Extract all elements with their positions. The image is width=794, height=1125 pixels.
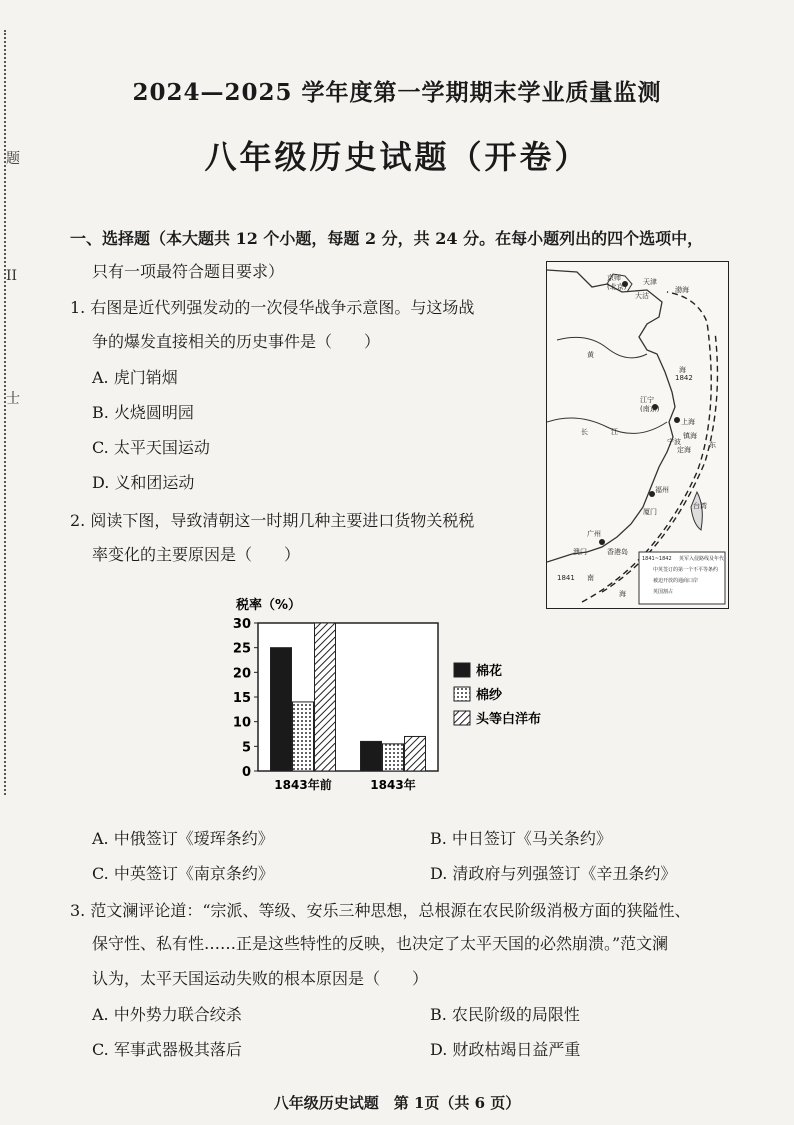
bar-头等白洋布	[315, 623, 336, 771]
exam-title: 2024—2025 学年度第一学期期末学业质量监测	[132, 79, 662, 106]
page-footer: 八年级历史试题 第 1页（共 6 页）	[273, 1094, 521, 1112]
q2-option-d[interactable]: D. 清政府与列强签订《辛丑条约》	[430, 864, 677, 883]
y-tick-label: 30	[232, 617, 251, 632]
y-tick-label: 20	[232, 666, 251, 682]
city-dot-shanghai	[674, 417, 680, 423]
q1-stem-line1: 1. 右图是近代列强发动的一次侵华战争示意图。与这场战	[70, 298, 475, 317]
section-heading-cont: 只有一项最符合题目要求）	[92, 262, 285, 281]
map-label: 长	[581, 428, 588, 436]
legend-label: 头等白洋布	[476, 712, 542, 727]
q2-stem-line1: 2. 阅读下图，导致清朝这一时期几种主要进口货物关税税	[70, 511, 475, 530]
q1-stem-line2: 争的爆发直接相关的历史事件是（ ）	[92, 332, 381, 351]
bar-头等白洋布	[405, 736, 426, 771]
map-label: 江	[611, 428, 618, 436]
city-dot-guangzhou	[599, 539, 605, 545]
map-label: 台湾	[693, 502, 707, 510]
exam-subtitle: 八年级历史试题（开卷）	[204, 138, 590, 176]
map-label: 1842	[675, 374, 693, 382]
q3-stem-line2: 保守性、私有性……正是这些特性的反映，也决定了太平天国的必然崩溃。”范文澜	[92, 934, 669, 953]
y-tick-label: 10	[232, 715, 251, 731]
yangtze-river	[547, 418, 667, 433]
bar-棉花	[271, 648, 292, 771]
map-label: 厦门	[643, 508, 657, 516]
map-label: 广州	[587, 530, 601, 538]
x-tick-label: 1843年	[370, 778, 416, 792]
q1-option-a[interactable]: A. 虎门销烟	[92, 368, 178, 387]
map-label: 黄	[587, 351, 594, 359]
binding-mark: II	[6, 268, 18, 284]
y-tick-label: 25	[232, 641, 251, 657]
bar-棉花	[361, 741, 382, 771]
binding-mark: 士	[6, 391, 20, 407]
map-label: 东	[709, 441, 716, 449]
map-label: 大沽	[635, 292, 649, 300]
map-legend-text: 被迫开放的通商口岸	[653, 578, 699, 584]
map-label: 江宁	[640, 396, 654, 404]
map-label: 澳门	[573, 548, 587, 556]
map-label: 1841	[557, 574, 575, 582]
map-label: 渤海	[675, 286, 689, 294]
legend-swatch	[454, 711, 470, 725]
map-label: 香港岛	[607, 548, 628, 556]
chart-legend	[454, 663, 541, 727]
map-label: 京师	[607, 274, 621, 282]
yellow-river	[557, 337, 647, 358]
map-label: 福州	[655, 486, 669, 494]
q3-option-b[interactable]: B. 农民阶级的局限性	[430, 1005, 580, 1024]
q3-stem-line3: 认为，太平天国运动失败的根本原因是（ ）	[92, 969, 429, 988]
q2-stem-line2: 率变化的主要原因是（ ）	[92, 545, 301, 564]
q2-option-c[interactable]: C. 中英签订《南京条约》	[92, 864, 274, 883]
legend-label: 棉花	[476, 664, 503, 679]
tariff-chart	[228, 595, 588, 805]
tariff-chart-svg	[228, 595, 588, 805]
war-map	[546, 261, 729, 609]
q1-option-b[interactable]: B. 火烧圆明园	[92, 403, 194, 422]
map-label: 海	[679, 366, 686, 374]
bar-棉纱	[383, 744, 404, 771]
q1-option-d[interactable]: D. 义和团运动	[92, 473, 195, 492]
y-tick-label: 15	[232, 691, 251, 706]
map-label: 天津	[643, 278, 657, 286]
y-tick-label: 0	[241, 765, 251, 780]
map-label: 定海	[677, 446, 691, 454]
map-label: 镇海	[683, 432, 697, 440]
q1-option-c[interactable]: C. 太平天国运动	[92, 438, 210, 457]
war-map-drawing	[547, 262, 728, 608]
bar-棉纱	[293, 702, 314, 771]
q2-option-b[interactable]: B. 中日签订《马关条约》	[430, 829, 612, 848]
q3-option-c[interactable]: C. 军事武器极其落后	[92, 1040, 242, 1059]
q2-option-a[interactable]: A. 中俄签订《瑷珲条约》	[92, 829, 274, 848]
legend-swatch	[454, 687, 470, 701]
legend-swatch	[454, 663, 470, 677]
map-label: (南京)	[640, 405, 660, 413]
map-legend-text: 1841~1842	[642, 556, 672, 562]
q3-option-d[interactable]: D. 财政枯竭日益严重	[430, 1040, 581, 1059]
q3-stem-line1: 3. 范文澜评论道：“宗派、等级、安乐三种思想，总根源在农民阶级消极方面的狭隘性、	[70, 901, 691, 920]
plot-area	[233, 617, 438, 792]
map-label: 宁波	[667, 438, 681, 446]
q3-option-a[interactable]: A. 中外势力联合绞杀	[92, 1005, 242, 1024]
binding-mark: 题	[6, 151, 20, 167]
y-tick-label: 5	[241, 740, 251, 756]
map-legend-text: 英国割占	[653, 589, 674, 595]
y-axis-label: 税率（%）	[236, 598, 302, 613]
coastline	[547, 270, 675, 562]
map-label: (北京)	[607, 283, 627, 291]
map-legend-text: 中英签订的第一个不平等条约	[653, 567, 719, 573]
map-label: 上海	[681, 418, 695, 426]
section-heading: 一、选择题（本大题共 12 个小题，每题 2 分，共 24 分。在每小题列出的四个选项中，	[70, 229, 704, 248]
legend-label: 棉纱	[476, 688, 503, 703]
map-label: 海	[619, 590, 626, 598]
taiwan-island	[691, 492, 702, 530]
map-label: 南	[587, 574, 594, 582]
map-legend-text: 英军入侵路线及年代	[679, 556, 725, 562]
x-tick-label: 1843年前	[274, 778, 332, 792]
